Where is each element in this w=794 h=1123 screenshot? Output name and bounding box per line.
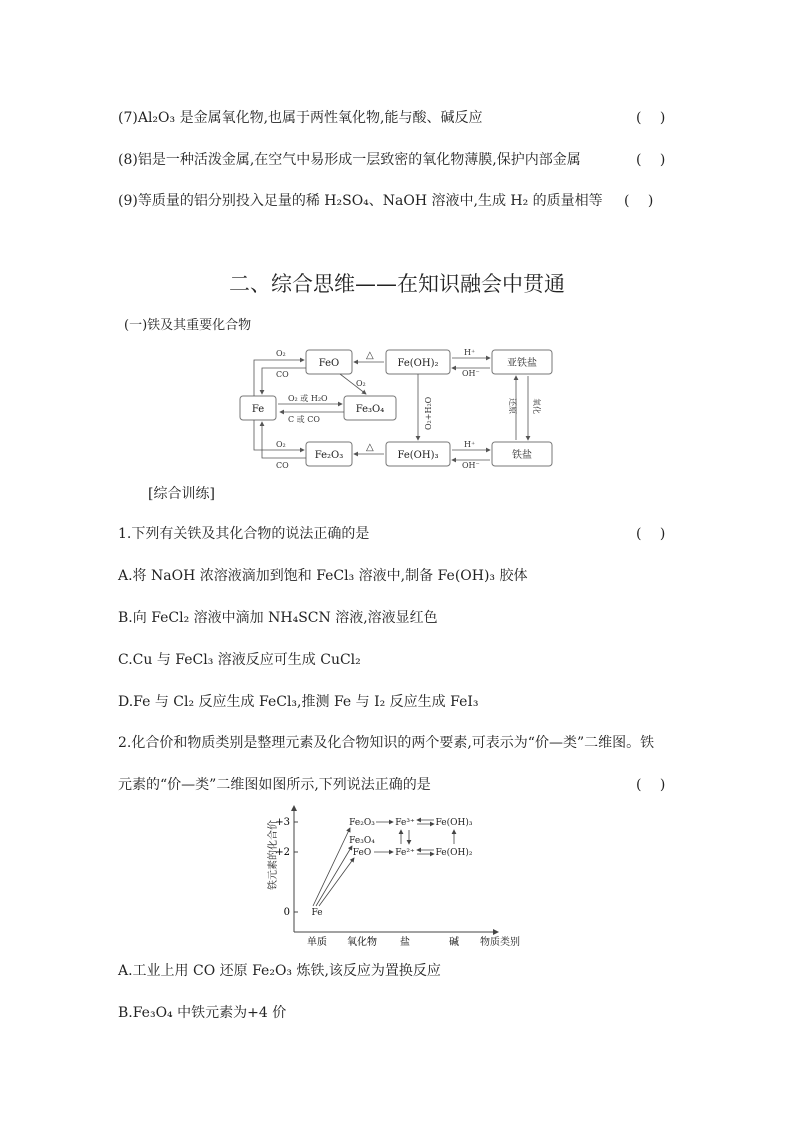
label-fe3o4: Fe₃O₄ [355,404,385,415]
item-7-text: (7)Al₂O₃ 是金属氧化物,也属于两性氧化物,能与酸、碱反应 [118,110,483,126]
q1-option-c[interactable]: C.Cu 与 FeCl₃ 溶液反应可生成 CuCl₂ [118,652,361,668]
section-title: 二、综合思维——在知识融会中贯通 [229,272,565,296]
x-tick-label: 氧化物 [347,937,377,948]
cond-co-bottom: CO [276,461,289,470]
q1-option-a[interactable]: A.将 NaOH 浓溶液滴加到饱和 FeCl₃ 溶液中,制备 Fe(OH)₃ 胶体 [118,568,528,584]
cond-o2-h2o: O₂+H₂O [424,396,433,430]
item-8 [118,150,678,170]
x-tick-label: 单质 [307,937,327,948]
label-feoh3: Fe(OH)₃ [397,450,439,461]
answer-bracket[interactable]: ( ) [636,152,666,168]
cond-o2-top: O₂ [276,349,286,358]
label-ferrous-salt: 亚铁盐 [507,358,537,369]
valence-class-chart [262,800,532,950]
answer-bracket[interactable]: ( ) [636,777,666,793]
chart-point-label: Fe₃O₄ [349,836,375,846]
iron-compounds-diagram [236,344,556,472]
cond-delta-top: △ [366,350,374,361]
cond-o2-bottom: O₂ [276,440,286,449]
item-8-text: (8)铝是一种活泼金属,在空气中易形成一层致密的氧化物薄膜,保护内部金属 [118,152,581,168]
subsection-title: (一)铁及其重要化合物 [124,318,252,333]
cond-h-plus-top: H⁺ [464,348,476,357]
q2-option-a[interactable]: A.工业上用 CO 还原 Fe₂O₃ 炼铁,该反应为置换反应 [118,963,441,979]
y-tick-label: +3 [275,817,290,828]
item-7 [118,108,678,128]
y-tick-label: 0 [283,907,290,918]
cond-h-plus-bottom: H⁺ [464,440,476,449]
cond-co-top: CO [276,370,289,379]
q1-option-d[interactable]: D.Fe 与 Cl₂ 反应生成 FeCl₃,推测 Fe 与 I₂ 反应生成 FeI₃ [118,694,479,710]
chart-point-label: Fe [311,908,323,918]
chart-arrow [316,846,352,906]
answer-bracket[interactable]: ( ) [636,110,666,126]
answer-bracket[interactable]: ( ) [636,526,666,542]
q2-option-b[interactable]: B.Fe₃O₄ 中铁元素为+4 价 [118,1005,287,1021]
q2-stem-line1: 2.化合价和物质类别是整理元素及化合物知识的两个要素,可表示为“价—类”二维图。铁 [118,735,655,751]
y-tick-label: +2 [275,847,290,858]
item-9-text: (9)等质量的铝分别投入足量的稀 H₂SO₄、NaOH 溶液中,生成 H₂ 的质量相等 [118,193,603,209]
q1-stem: 1.下列有关铁及其化合物的说法正确的是 [118,526,370,542]
training-label: [综合训练] [148,486,215,502]
chart-point-label: Fe(OH)₂ [435,848,473,858]
cond-o2-feo: O₂ [356,379,366,388]
q2-stem-line2: 元素的“价—类”二维图如图所示,下列说法正确的是 [118,777,431,793]
cond-reduce: 还原 [508,398,517,414]
chart-arrow [313,828,350,906]
chart-point-label: Fe³⁺ [395,818,415,828]
x-tick-label: 盐 [400,937,410,948]
q1-option-b[interactable]: B.向 FeCl₂ 溶液中滴加 NH₄SCN 溶液,溶液显红色 [118,610,438,626]
cond-oxidize: 氧化 [532,398,541,414]
chart-point-label: Fe²⁺ [395,848,415,858]
cond-delta-bottom: △ [366,442,374,453]
x-axis-label: 物质类别 [480,937,520,948]
cond-oh-top: OH⁻ [462,369,480,378]
y-axis-label: 铁元素的化合价 [268,820,279,890]
chart-point-label: Fe(OH)₃ [435,818,473,828]
x-tick-label: 碱 [449,937,459,948]
label-fe2o3: Fe₂O₃ [314,450,344,461]
cond-o2-or-h2o: O₂ 或 H₂O [288,394,328,403]
item-9 [118,191,678,211]
label-feo: FeO [318,358,340,369]
chart-point-label: FeO [352,848,372,858]
cond-oh-bottom: OH⁻ [462,461,480,470]
label-feoh2: Fe(OH)₂ [397,358,439,369]
answer-bracket[interactable]: ( ) [624,193,654,209]
label-fe: Fe [251,404,265,415]
chart-point-label: Fe₂O₃ [349,818,375,828]
cond-c-or-co: C 或 CO [288,415,320,424]
label-ferric-salt: 铁盐 [512,450,532,461]
